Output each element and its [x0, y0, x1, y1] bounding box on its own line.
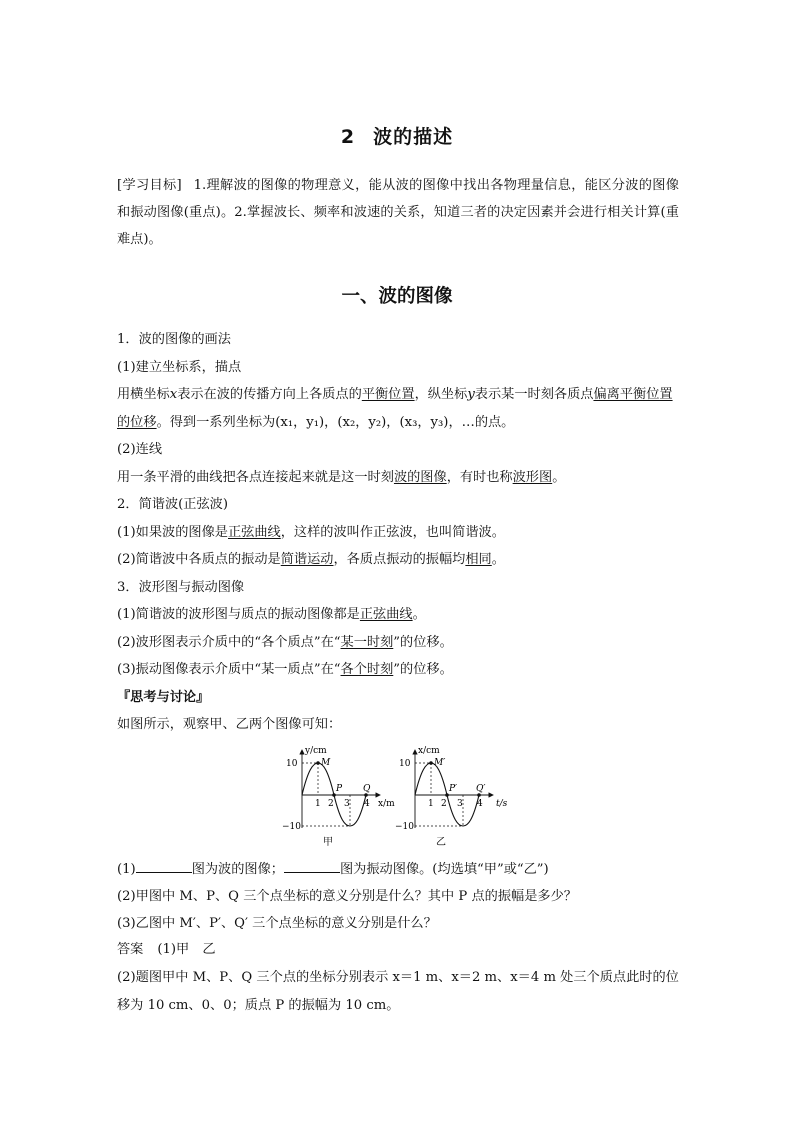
title-text: 波的描述	[373, 126, 454, 148]
point-label-m-prime: M′	[434, 758, 446, 768]
paragraph: (2)连线	[117, 442, 163, 457]
underlined-answer: 某一时刻	[340, 634, 394, 650]
y-tick-label: −10	[282, 822, 301, 832]
learning-objectives	[117, 172, 679, 253]
paragraph: (3)振动图像表示介质中“某一质点”在“各个时刻”的位移。	[117, 662, 453, 677]
y-tick-label: 10	[399, 759, 411, 769]
answer-blank[interactable]	[284, 859, 340, 873]
paragraph: 如图所示，观察甲、乙两个图像可知：	[117, 717, 342, 732]
heading-2: 2．简谐波(正弦波)	[117, 497, 228, 512]
x-axis-label: x/m	[378, 799, 395, 809]
question-2: (2)甲图中 M、P、Q 三个点坐标的意义分别是什么？其中 P 点的振幅是多少？	[117, 889, 577, 904]
paragraph: (1)简谐波的波形图与质点的振动图像都是正弦曲线。	[117, 607, 426, 622]
paragraph: (1)建立坐标系，描点	[117, 359, 242, 375]
x-axis-label: t/s	[496, 799, 508, 809]
wave-graph	[282, 746, 395, 848]
point-label-q: Q	[363, 784, 371, 794]
underlined-answer: 偏离平衡位置的位移	[117, 387, 673, 430]
x-tick-label: 4	[477, 799, 483, 809]
x-tick-label: 1	[428, 799, 434, 809]
x-tick-label: 2	[328, 799, 334, 809]
x-tick-label: 2	[441, 799, 447, 809]
underlined-answer: 简谐运动	[280, 552, 334, 567]
objectives-text: 1.理解波的图像的物理意义，能从波的图像中找出各物理量信息，能区分波的图像和振动图像(重点)。2.掌握波长、频率和波速的关系，知道三者的决定因素并会进行相关计算(重难点)。	[117, 178, 679, 247]
x-tick-label: 4	[364, 799, 370, 809]
page-title	[0, 122, 794, 149]
y-axis-label: y/cm	[305, 746, 327, 756]
x-tick-label: 1	[315, 799, 321, 809]
title-number: 2	[340, 126, 356, 148]
think-discuss-heading: 『思考与讨论』	[117, 689, 210, 705]
figure-caption: 甲	[323, 837, 333, 848]
questions	[117, 856, 679, 937]
paragraph: 用横坐标x表示在波的传播方向上各质点的平衡位置，纵坐标y表示某一时刻各质点偏离平衡位置的位移。得到一系列坐标为(x₁，y₁)，(x₂，y₂)，(x₃，y₃)，…的点。	[117, 387, 673, 430]
answer-label: 答案	[117, 942, 144, 957]
vibration-graph	[395, 746, 508, 848]
underlined-answer: 正弦曲线	[359, 607, 413, 622]
underlined-answer: 正弦曲线	[228, 524, 281, 540]
question-3: (3)乙图中 M′、P′、Q′ 三个点坐标的意义分别是什么？	[117, 916, 437, 931]
section-body	[117, 326, 679, 739]
heading-1: 1．波的图像的画法	[117, 332, 231, 347]
figure-caption: 乙	[436, 837, 446, 848]
answer-block	[117, 936, 679, 1020]
point-label-m: M	[321, 758, 331, 768]
wave-figures	[280, 744, 520, 850]
underlined-answer: 波形图	[512, 469, 553, 485]
question-1: (1) 图为波的图像； 图为振动图像。(均选填“甲”或“乙”)	[117, 856, 679, 883]
y-tick-label: −10	[395, 822, 414, 832]
section-heading: 一、波的图像	[341, 286, 453, 307]
underlined-answer: 各个时刻	[340, 662, 394, 677]
paragraph: (2)波形图表示介质中的“各个质点”在“某一时刻”的位移。	[117, 634, 453, 650]
point-label-p-prime: P′	[449, 784, 458, 794]
x-tick-label: 3	[457, 799, 463, 809]
point-label-p: P	[336, 784, 343, 794]
heading-3: 3．波形图与振动图像	[117, 579, 245, 595]
y-tick-label: 10	[286, 759, 298, 769]
answer-line: (2)题图甲中 M、P、Q 三个点的坐标分别表示 x＝1 m、x＝2 m、x＝4 m 处三个质点此时的位移为 10 cm、0、0；质点 P 的振幅为 10 cm。	[117, 970, 679, 1013]
y-axis-label: x/cm	[418, 746, 440, 756]
answer-line: 答案 (1)甲 乙	[117, 942, 216, 957]
underlined-answer: 相同	[465, 552, 492, 567]
paragraph: (2)简谐波中各质点的振动是简谐运动，各质点振动的振幅均相同。	[117, 552, 505, 567]
underlined-answer: 波的图像	[393, 469, 447, 485]
objectives-tag: [学习目标]	[117, 178, 182, 193]
underlined-answer: 平衡位置	[361, 387, 415, 402]
answer-blank[interactable]	[136, 859, 192, 873]
point-label-q-prime: Q′	[476, 784, 486, 794]
paragraph: 用一条平滑的曲线把各点连接起来就是这一时刻波的图像，有时也称波形图。	[117, 469, 566, 485]
x-tick-label: 3	[344, 799, 350, 809]
paragraph: (1)如果波的图像是正弦曲线，这样的波叫作正弦波，也叫简谐波。	[117, 524, 505, 540]
